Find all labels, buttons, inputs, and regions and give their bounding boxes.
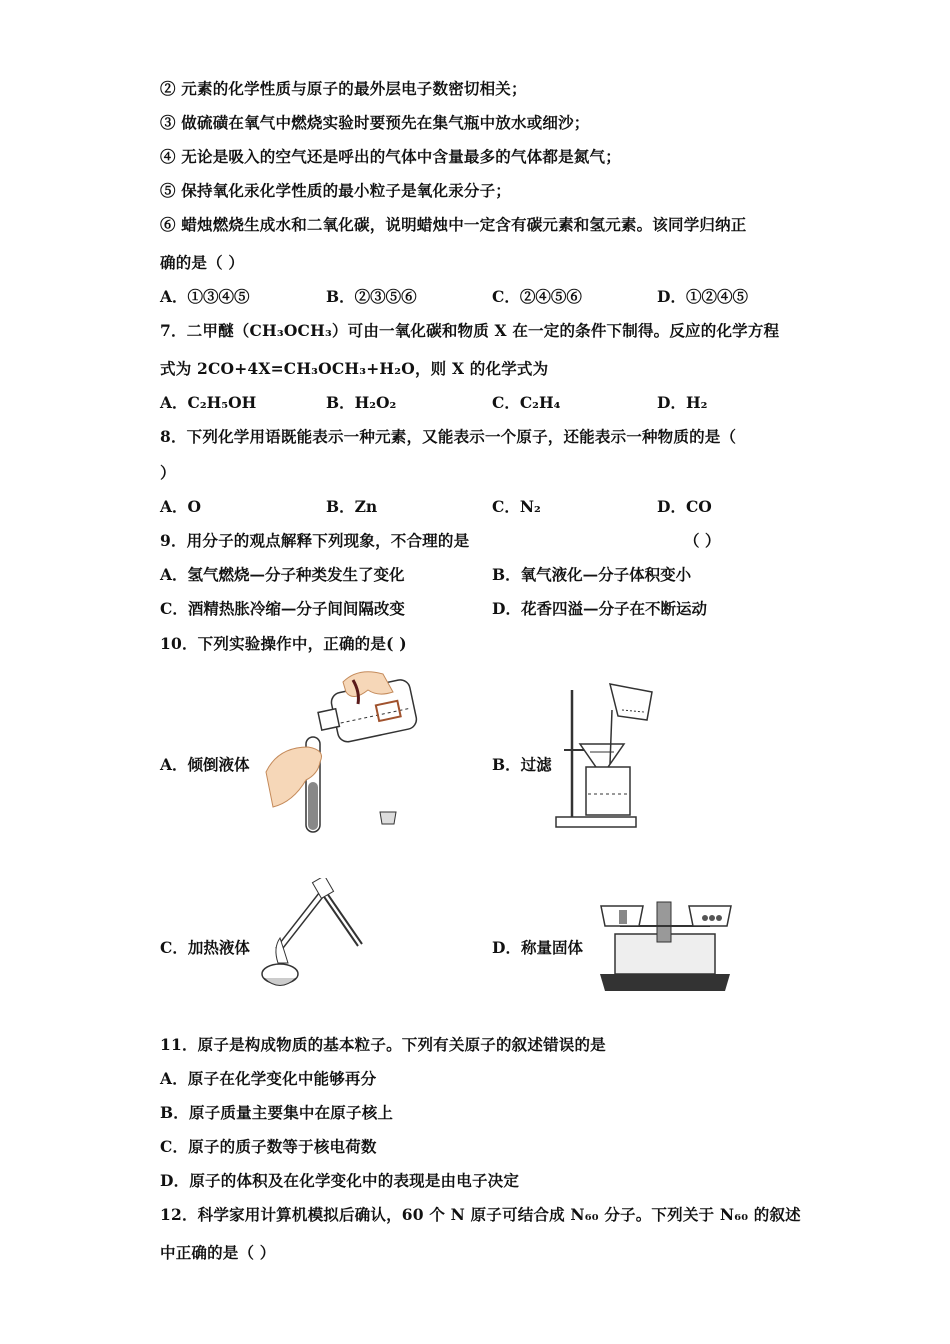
q10-option-b[interactable]: B．过滤	[492, 755, 552, 774]
statement-2: ② 元素的化学性质与原子的最外层电子数密切相关；	[160, 79, 527, 98]
q8-option-c[interactable]: C．N₂	[492, 497, 541, 516]
q9-option-d[interactable]: D．花香四溢—分子在不断运动	[492, 599, 707, 618]
q7-option-d[interactable]: D．H₂	[657, 393, 708, 412]
q8-stem-line1: 8．下列化学用语既能表示一种元素，又能表示一个原子，还能表示一种物质的是（	[160, 427, 737, 446]
q11-option-a[interactable]: A．原子在化学变化中能够再分	[160, 1069, 377, 1088]
q6-question-end: 确的是（ ）	[160, 253, 245, 272]
q11-stem: 11．原子是构成物质的基本粒子。下列有关原子的叙述错误的是	[160, 1035, 606, 1054]
statement-3: ③ 做硫磺在氧气中燃烧实验时要预先在集气瓶中放水或细沙；	[160, 113, 590, 132]
q7-option-a[interactable]: A．C₂H₅OH	[160, 393, 257, 412]
q6-option-b[interactable]: B．②③⑤⑥	[326, 287, 417, 306]
q7-option-b[interactable]: B．H₂O₂	[326, 393, 397, 412]
q8-option-d[interactable]: D．CO	[657, 497, 712, 516]
q6-option-a[interactable]: A．①③④⑤	[160, 287, 250, 306]
pouring-liquid-illustration	[258, 662, 418, 837]
q11-option-d[interactable]: D．原子的体积及在化学变化中的表现是由电子决定	[160, 1171, 520, 1190]
statement-5: ⑤ 保持氧化汞化学性质的最小粒子是氧化汞分子；	[160, 181, 511, 200]
balance-scale-illustration	[595, 896, 735, 994]
q10-stem: 10．下列实验操作中，正确的是( )	[160, 634, 407, 653]
statement-6: ⑥ 蜡烛燃烧生成水和二氧化碳，说明蜡烛中一定含有碳元素和氢元素。该同学归纳正	[160, 215, 747, 234]
q9-option-a[interactable]: A．氢气燃烧—分子种类发生了变化	[160, 565, 405, 584]
statement-4: ④ 无论是吸入的空气还是呼出的气体中含量最多的气体都是氮气；	[160, 147, 621, 166]
q12-stem-line1: 12．科学家用计算机模拟后确认，60 个 N 原子可结合成 N₆₀ 分子。下列关于 N₆₀ 的叙述	[160, 1205, 801, 1224]
q7-stem-line1: 7．二甲醚（CH₃OCH₃）可由一氧化碳和物质 X 在一定的条件下制得。反应的化学方程	[160, 321, 780, 340]
q8-option-b[interactable]: B．Zn	[326, 497, 378, 516]
q10-option-c[interactable]: C．加热液体	[160, 938, 250, 957]
q11-option-c[interactable]: C．原子的质子数等于核电荷数	[160, 1137, 377, 1156]
q9-answer-bracket: （ ）	[684, 531, 721, 550]
q10-option-a[interactable]: A．倾倒液体	[160, 755, 250, 774]
q6-option-c[interactable]: C．②④⑤⑥	[492, 287, 582, 306]
q8-option-a[interactable]: A．O	[160, 497, 202, 516]
q6-option-d[interactable]: D．①②④⑤	[657, 287, 748, 306]
heating-liquid-illustration	[258, 878, 368, 993]
filtration-illustration	[552, 682, 662, 832]
q9-option-b[interactable]: B．氧气液化—分子体积变小	[492, 565, 692, 584]
q7-stem-line2: 式为 2CO+4X=CH₃OCH₃+H₂O，则 X 的化学式为	[160, 359, 549, 378]
q10-option-d[interactable]: D．称量固体	[492, 938, 583, 957]
q11-option-b[interactable]: B．原子质量主要集中在原子核上	[160, 1103, 394, 1122]
q12-stem-line2: 中正确的是（ ）	[160, 1243, 276, 1262]
q8-stem-line2: ）	[160, 463, 176, 482]
q7-option-c[interactable]: C．C₂H₄	[492, 393, 561, 412]
q9-option-c[interactable]: C．酒精热胀冷缩—分子间间隔改变	[160, 599, 405, 618]
q9-stem: 9．用分子的观点解释下列现象，不合理的是	[160, 531, 470, 550]
